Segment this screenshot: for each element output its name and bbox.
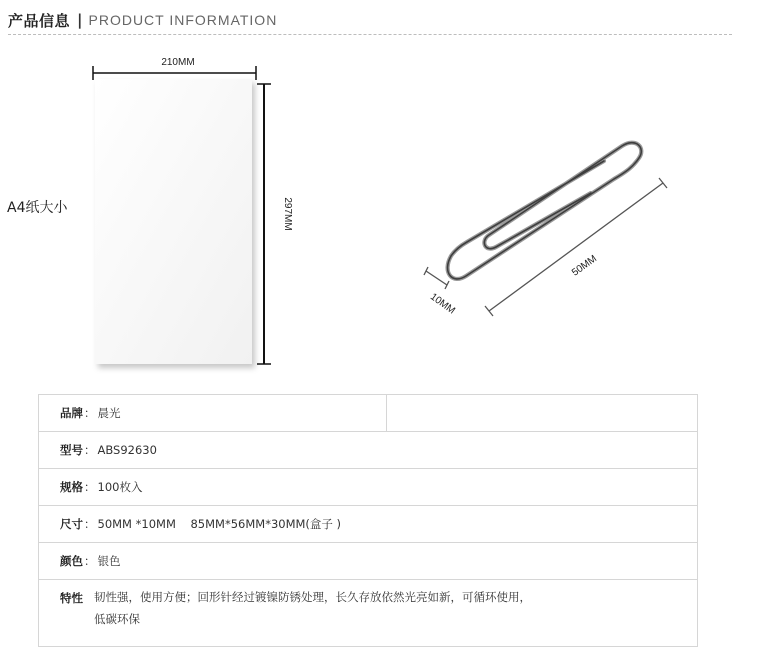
a4-width-dimension (93, 57, 256, 80)
empty-cell (387, 395, 698, 432)
spec-table (38, 394, 698, 647)
clip-width-label: 10MM (427, 291, 457, 317)
color-value: 银色 (97, 554, 121, 568)
spec-separator: ： (84, 480, 96, 494)
spec-cell-size (39, 506, 698, 543)
color-key: 颜色 (60, 554, 83, 568)
spec-cell-color (39, 543, 698, 580)
table-row (39, 580, 698, 647)
table-row (39, 395, 698, 432)
a4-height-label: 297MM (282, 197, 293, 231)
section-title-en: PRODUCT INFORMATION (88, 12, 278, 28)
table-row (39, 432, 698, 469)
title-separator: | (77, 11, 83, 29)
feature-value-line-1: 韧性强，使用方便；回形针经过镀镍防锈处理，长久存放依然光亮如新，可循环使用， (94, 590, 531, 604)
spec-value: 100枚入 (97, 480, 143, 494)
model-key: 型号 (60, 443, 83, 457)
feature-value-line-2: 低碳环保 (94, 612, 140, 626)
brand-value: 晨光 (97, 406, 121, 420)
model-value: ABS92630 (97, 443, 157, 457)
section-title-zh: 产品信息 (8, 11, 71, 30)
brand-separator: ： (84, 406, 96, 420)
a4-height-dimension (257, 84, 293, 364)
spec-cell-model (39, 432, 698, 469)
spec-key: 规格 (60, 480, 83, 494)
feature-value (94, 586, 531, 630)
spec-cell-brand (39, 395, 387, 432)
table-row (39, 543, 698, 580)
spec-cell-spec (39, 469, 698, 506)
clip-width-dimension (424, 267, 457, 317)
size-key: 尺寸 (60, 517, 83, 531)
a4-paper-sheet (95, 79, 252, 364)
paper-clip-image (448, 143, 642, 279)
table-row (39, 506, 698, 543)
a4-width-label: 210MM (161, 57, 195, 68)
table-row (39, 469, 698, 506)
size-value: 50MM *10MM 85MM*56MM*30MM(盒子 ) (97, 517, 342, 531)
a4-size-label: A4纸大小 (7, 200, 68, 216)
size-separator: ： (84, 517, 96, 531)
feature-content (60, 590, 697, 630)
clip-length-label: 50MM (570, 253, 600, 279)
brand-key: 品牌 (60, 406, 83, 420)
spec-cell-feature (39, 580, 698, 647)
model-separator: ： (84, 443, 96, 457)
feature-key: 特性 (60, 591, 83, 605)
color-separator: ： (84, 554, 96, 568)
